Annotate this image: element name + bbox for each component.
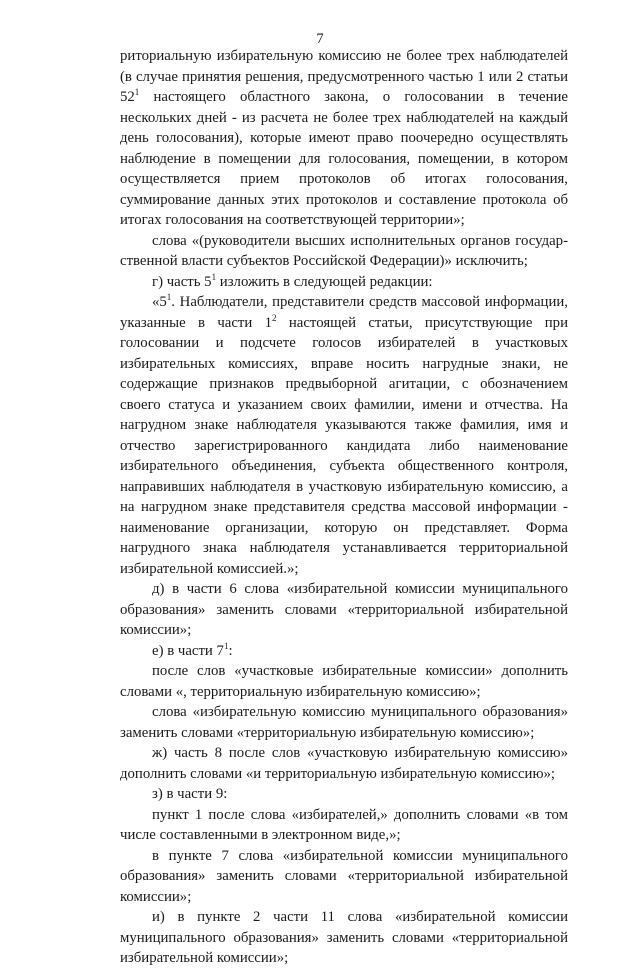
paragraph-text: з) в части 9:: [152, 786, 228, 802]
paragraph-text: после слов «участковые избирательные комиссии» дополнить словами «, территориальную избирательную комиссию»;: [120, 663, 568, 700]
paragraph: [120, 846, 568, 908]
paragraph: [120, 579, 568, 641]
superscript-index: 1: [223, 640, 229, 651]
superscript-index: 2: [272, 312, 277, 323]
paragraph: [120, 907, 568, 969]
paragraph-text: в пункте 7 слова «избирательной комиссии муниципального образования» заменить словами «территориальной избирательной комиссии»;: [120, 847, 568, 905]
paragraph-text: е) в части 7: [152, 642, 224, 659]
paragraph: [120, 46, 568, 231]
paragraph-text: слова «избирательную комиссию муниципального образования» заменить словами «территориальную избирательную комиссию»;: [120, 704, 568, 741]
superscript-index: 1: [166, 292, 172, 302]
paragraph: [120, 784, 568, 805]
paragraph: [120, 231, 568, 272]
document-body: [120, 46, 568, 969]
paragraph-text: д) в части 6 слова «избирательной комиссии муниципального образования» заменить словами «территориальной избирательной комиссии»;: [120, 581, 568, 638]
paragraph-text: настоящей статьи, присутствующие при голосовании и подсчете голосов избирателей в участковых избирательных комиссиях, вправе носить нагрудные знаки, не содержащие признаков предвыборной агитации, с обозначением своего статуса и указанием своих фамилии, имени и отчества. На нагрудном знаке наблюдателя указываются также фамилия, имя и отчество зарегистрированного кандидата либо наименование избирательного объединения, субъекта общественного контроля, направивших наблюдателя в участковую избирательную комиссию, а на нагрудном знаке представителя средства массовой информации - наименование организации, которую он представляет. Форма нагрудного знака наблюдателя устанавливается территориальной избирательной комиссией.»;: [120, 314, 568, 577]
page-number: 7: [316, 31, 324, 47]
paragraph: [120, 805, 568, 846]
paragraph-text: «5: [152, 294, 167, 310]
paragraph: [120, 743, 568, 784]
paragraph-text: пункт 1 после слова «избирателей,» дополнить словами «в том числе составленными в электронном виде,»;: [120, 806, 568, 843]
superscript-index: 1: [211, 271, 217, 282]
paragraph: [120, 702, 568, 743]
paragraph: [120, 641, 568, 662]
paragraph: [120, 272, 568, 293]
paragraph-text: настоящего областного закона, о голосовании в течение нескольких дней - из расчета не более трех наблюдателей на каждый день голосования), которые имеют право поочередно осуществлять наблюдение в помещении для голосования, помещении, в котором осуществляется прием протоколов об итогах голосования, суммирование данных этих протоколов и составление протокола об итогах голосования на соответствующей территории»;: [120, 89, 568, 228]
paragraph-text: г) часть 5: [152, 273, 212, 290]
paragraph-text: и) в пункте 2 части 11 слова «избирательной комиссии муниципального образования» заменить словами «территориальной избирательной комиссии»;: [120, 909, 568, 966]
paragraph-text: слова «(руководители высших исполнительных органов государственной власти субъектов Российской Федерации)» исключить;: [120, 232, 568, 269]
paragraph-text: ж) часть 8 после слов «участковую избирательную комиссию» дополнить словами «и территориальную избирательную комиссию»;: [120, 745, 568, 782]
superscript-index: 1: [134, 87, 140, 97]
paragraph-text: изложить в следующей редакции:: [216, 273, 433, 290]
paragraph-text: . Наблюдатели, представители средств массовой информации, указанные в части 1: [120, 294, 568, 331]
paragraph: [120, 292, 568, 579]
paragraph: [120, 661, 568, 702]
paragraph-text: риториальную избирательную комиссию не более трех наблюдателей (в случае принятия решения, предусмотренного частью 1 или 2 статьи 52: [120, 48, 568, 105]
paragraph-text: :: [228, 642, 233, 659]
